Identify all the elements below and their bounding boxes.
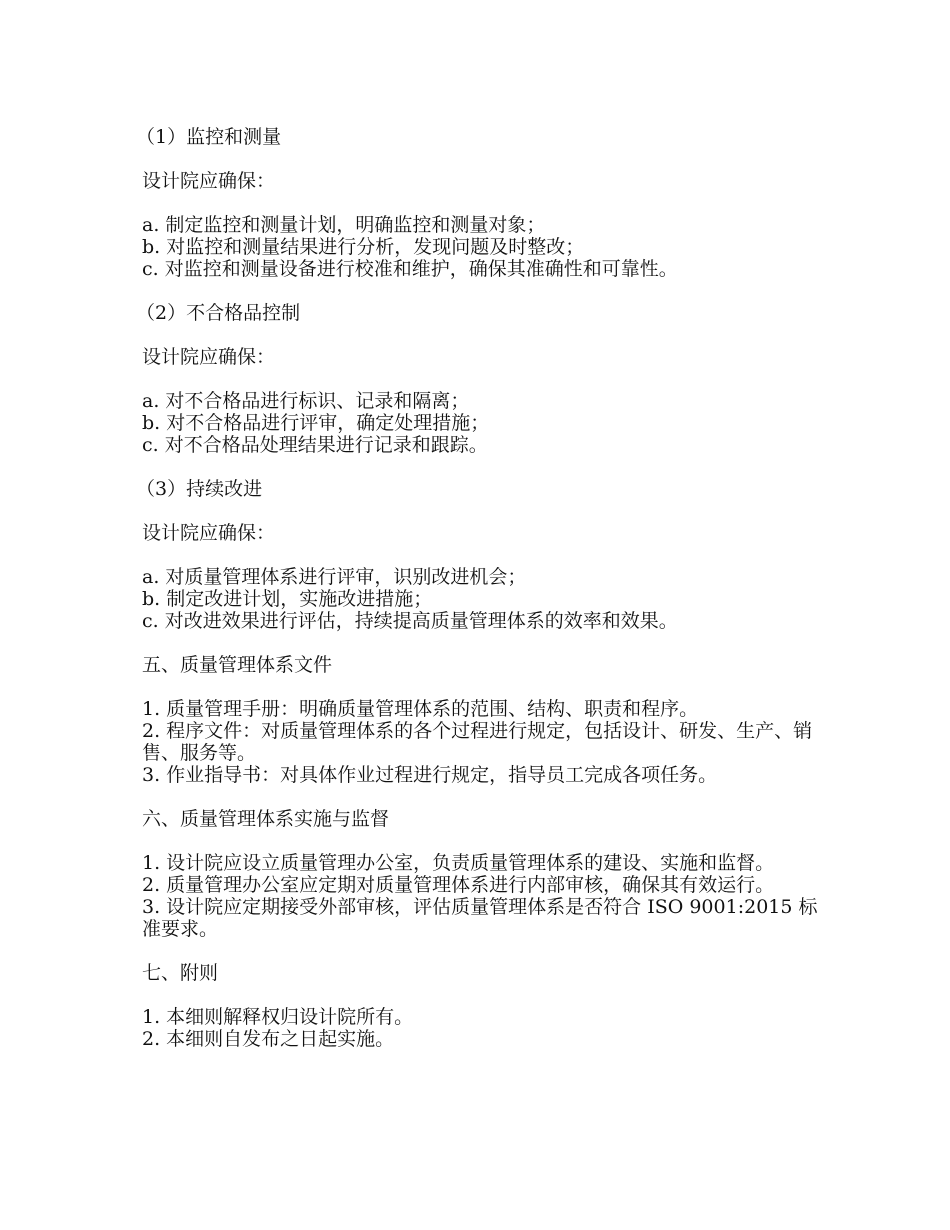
- list-item: b. 制定改进计划，实施改进措施；: [142, 588, 433, 610]
- section-monitoring-intro-block: [142, 170, 822, 192]
- list-item: 3. 设计院应定期接受外部审核，评估质量管理体系是否符合 ISO 9001:2015 标准要求。: [142, 896, 818, 940]
- section-nonconforming-intro-block: [142, 346, 822, 368]
- list-item: 1. 设计院应设立质量管理办公室，负责质量管理体系的建设、实施和监督。: [142, 852, 775, 874]
- section-implementation-heading-block: [142, 808, 822, 830]
- section-improvement-list: [142, 566, 822, 632]
- section-intro: 设计院应确保：: [142, 346, 276, 368]
- list-item: 3. 作业指导书：对具体作业过程进行规定，指导员工完成各项任务。: [142, 764, 718, 786]
- list-item: a. 对质量管理体系进行评审，识别改进机会；: [142, 566, 527, 588]
- list-item: b. 对不合格品进行评审，确定处理措施；: [142, 412, 490, 434]
- section-heading: （2）不合格品控制: [136, 302, 301, 324]
- section-heading: 五、质量管理体系文件: [142, 654, 333, 676]
- section-improvement-heading-block: [136, 478, 822, 500]
- section-supplementary-heading-block: [142, 962, 822, 984]
- section-heading: 七、附则: [142, 962, 219, 984]
- section-heading: 六、质量管理体系实施与监督: [142, 808, 390, 830]
- list-item: 2. 质量管理办公室应定期对质量管理体系进行内部审核，确保其有效运行。: [142, 874, 775, 896]
- section-heading: （3）持续改进: [136, 478, 263, 500]
- section-intro: 设计院应确保：: [142, 522, 276, 544]
- section-heading: （1）监控和测量: [136, 126, 282, 148]
- section-documents-heading-block: [142, 654, 822, 676]
- section-intro: 设计院应确保：: [142, 170, 276, 192]
- document-page: [136, 126, 822, 1072]
- list-item: 1. 本细则解释权归设计院所有。: [142, 1006, 414, 1028]
- section-monitoring-list: [142, 214, 822, 280]
- section-implementation-list: [142, 852, 822, 940]
- list-item: c. 对监控和测量设备进行校准和维护，确保其准确性和可靠性。: [142, 258, 678, 280]
- list-item: c. 对不合格品处理结果进行记录和跟踪。: [142, 434, 488, 456]
- section-monitoring-heading-block: [136, 126, 822, 148]
- list-item: a. 制定监控和测量计划，明确监控和测量对象；: [142, 214, 546, 236]
- list-item: 1. 质量管理手册：明确质量管理体系的范围、结构、职责和程序。: [142, 698, 699, 720]
- section-nonconforming-heading-block: [136, 302, 822, 324]
- list-item: 2. 本细则自发布之日起实施。: [142, 1028, 395, 1050]
- list-item: 2. 程序文件：对质量管理体系的各个过程进行规定，包括设计、研发、生产、销售、服务等。: [142, 720, 813, 764]
- section-nonconforming-list: [142, 390, 822, 456]
- section-improvement-intro-block: [142, 522, 822, 544]
- section-supplementary-list: [142, 1006, 822, 1050]
- list-item: b. 对监控和测量结果进行分析，发现问题及时整改；: [142, 236, 585, 258]
- section-documents-list: [142, 698, 822, 786]
- list-item: c. 对改进效果进行评估，持续提高质量管理体系的效率和效果。: [142, 610, 678, 632]
- list-item: a. 对不合格品进行标识、记录和隔离；: [142, 390, 470, 412]
